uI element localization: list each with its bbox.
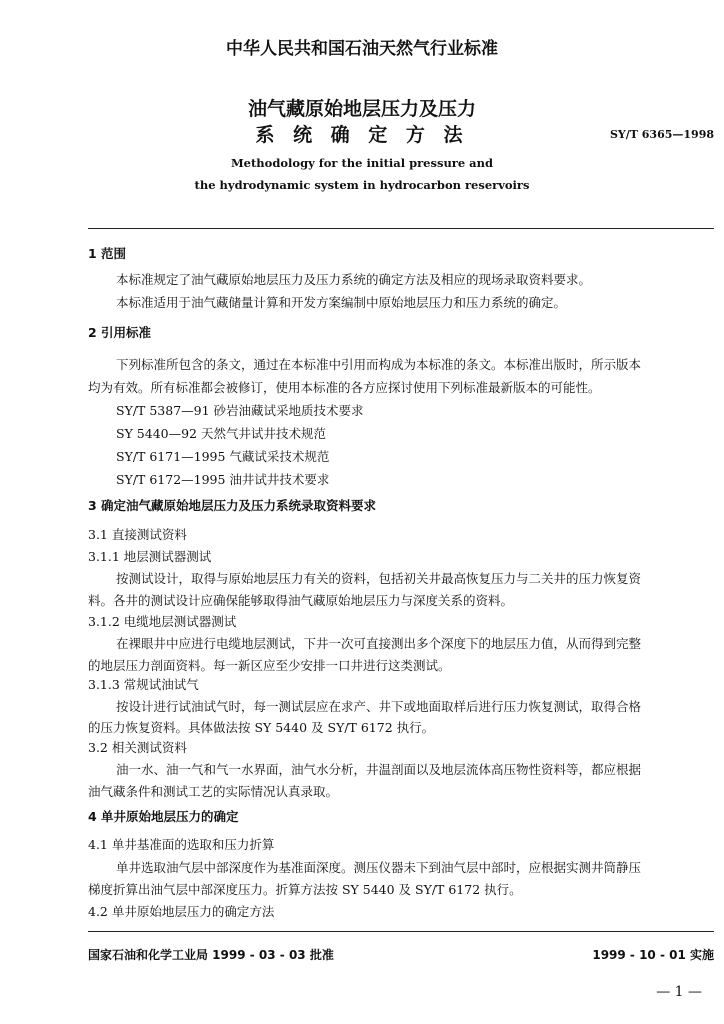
paragraph: 按设计进行试油试气时，每一测试层应在求产、井下或地面取样后进行压力恢复测试，取得合格 xyxy=(116,699,642,714)
english-title-line2: the hydrodynamic system in hydrocarbon reservoirs xyxy=(194,178,530,192)
paragraph: 的压力恢复资料。具体做法按 SY 5440 及 SY/T 6172 执行。 xyxy=(88,720,435,735)
implementation-date: 1999 - 10 - 01 实施 xyxy=(592,948,714,962)
approval-line: 国家石油和化学工业局 1999 - 03 - 03 批准 xyxy=(88,948,334,962)
subsection-heading: 3.1 直接测试资料 xyxy=(88,527,187,542)
document-title-line2: 系 统 确 定 方 法 xyxy=(255,124,469,146)
subsection-heading: 3.1.2 电缆地层测试器测试 xyxy=(88,614,237,629)
header-divider xyxy=(88,228,714,229)
paragraph: 的地层压力剖面资料。每一新区应至少安排一口井进行这类测试。 xyxy=(88,658,451,673)
paragraph: 梯度折算出油气层中部深度压力。折算方法按 SY 5440 及 SY/T 6172 执行。 xyxy=(88,882,522,897)
paragraph: 下列标准所包含的条文，通过在本标准中引用而构成为本标准的条文。本标准出版时，所示版本 xyxy=(116,357,642,372)
standard-code: SY/T 6365—1998 xyxy=(609,128,714,141)
page-number: — 1 — xyxy=(656,984,702,1000)
reference-item: SY 5440—92 天然气井试井技术规范 xyxy=(116,426,326,441)
paragraph: 在裸眼井中应进行电缆地层测试，下井一次可直接测出多个深度下的地层压力值，从而得到完整 xyxy=(116,636,642,651)
document-title-line1: 油气藏原始地层压力及压力 xyxy=(247,98,476,120)
section-2-heading: 2 引用标准 xyxy=(88,325,152,340)
section-4-heading: 4 单井原始地层压力的确定 xyxy=(88,809,239,824)
subsection-heading: 4.2 单井原始地层压力的确定方法 xyxy=(88,904,275,919)
industry-standard-heading: 中华人民共和国石油天然气行业标准 xyxy=(226,39,498,59)
footer-divider xyxy=(88,931,714,932)
paragraph: 料。各井的测试设计应确保能够取得油气藏原始地层压力与深度关系的资料。 xyxy=(88,593,514,608)
paragraph: 油一水、油一气和气一水界面，油气水分析，井温剖面以及地层流体高压物性资料等，都应根据 xyxy=(116,762,642,777)
paragraph: 本标准适用于油气藏储量计算和开发方案编制中原始地层压力和压力系统的确定。 xyxy=(116,295,567,310)
paragraph: 单井选取油气层中部深度作为基准面深度。测压仪器未下到油气层中部时，应根据实测井筒静压 xyxy=(116,860,642,875)
reference-item: SY/T 6171—1995 气藏试采技术规范 xyxy=(116,449,330,464)
paragraph: 本标准规定了油气藏原始地层压力及压力系统的确定方法及相应的现场录取资料要求。 xyxy=(116,272,592,287)
section-3-heading: 3 确定油气藏原始地层压力及压力系统录取资料要求 xyxy=(88,498,377,513)
paragraph: 均为有效。所有标准都会被修订，使用本标准的各方应探讨使用下列标准最新版本的可能性。 xyxy=(88,380,601,395)
english-title-line1: Methodology for the initial pressure and xyxy=(230,156,494,170)
reference-item: SY/T 5387—91 砂岩油藏试采地质技术要求 xyxy=(116,403,364,418)
subsection-heading: 4.1 单井基准面的选取和压力折算 xyxy=(88,837,275,852)
paragraph: 油气藏条件和测试工艺的实际情况认真录取。 xyxy=(88,784,339,799)
subsection-heading: 3.1.3 常规试油试气 xyxy=(88,677,199,692)
subsection-heading: 3.2 相关测试资料 xyxy=(88,740,187,755)
subsection-heading: 3.1.1 地层测试器测试 xyxy=(88,549,212,564)
paragraph: 按测试设计，取得与原始地层压力有关的资料，包括初关井最高恢复压力与二关井的压力恢复资 xyxy=(116,571,642,586)
section-1-heading: 1 范围 xyxy=(88,246,127,261)
reference-item: SY/T 6172—1995 油井试井技术要求 xyxy=(116,472,330,487)
